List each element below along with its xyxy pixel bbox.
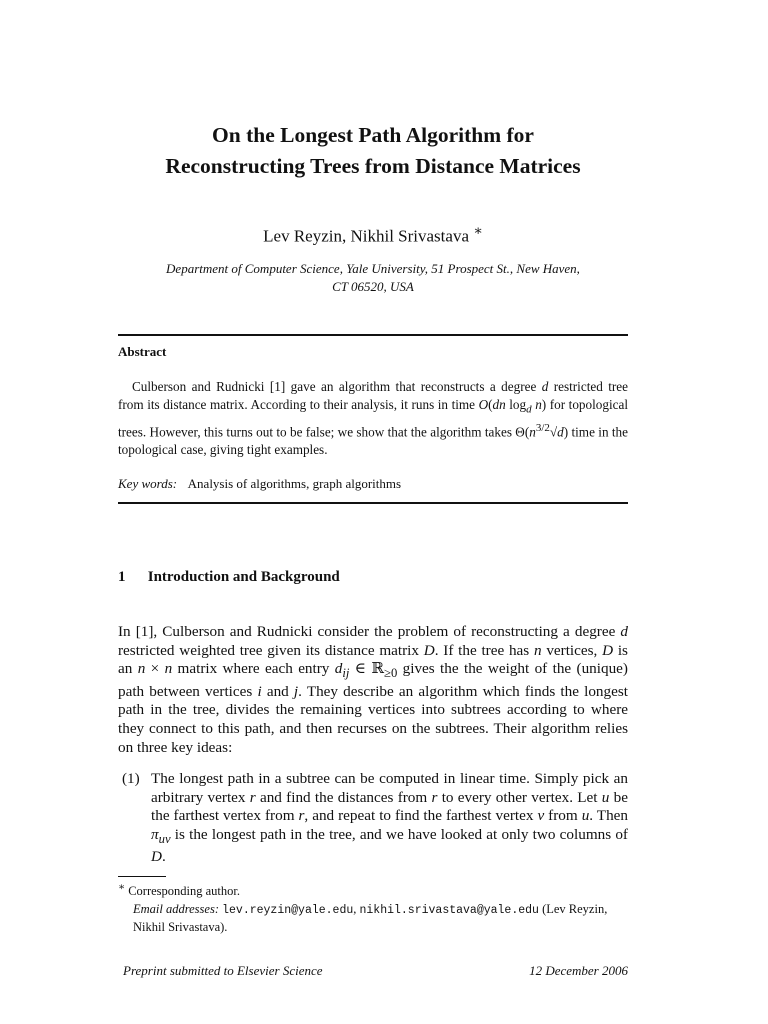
abstract-heading: Abstract bbox=[118, 344, 167, 359]
list-item bbox=[118, 770, 628, 867]
affiliation-line-2: CT 06520, USA bbox=[332, 278, 414, 294]
author-footnote-mark: ∗ bbox=[473, 223, 483, 239]
section-heading bbox=[118, 569, 340, 586]
keywords-label: Key words: bbox=[118, 476, 178, 491]
list-item-text: The longest path in a subtree can be computed in linear time. Simply pick an arbitrary vertex r and find the distances from r to every other vertex. Let u be the farthest vertex from r, and repeat to find the farthest vertex v from u. Then $\pi_{uv}$ is the longest path in the tree, and we have looked at only two columns of D. bbox=[151, 770, 628, 866]
section-number: 1 bbox=[118, 569, 126, 585]
keywords-value: Analysis of algorithms, graph algorithms bbox=[187, 476, 402, 491]
email-link-2[interactable]: nikhil.srivastava@yale.edu bbox=[359, 903, 539, 917]
email-link-1[interactable]: lev.reyzin@yale.edu bbox=[222, 903, 354, 917]
footnote-rule bbox=[118, 876, 166, 877]
author-names: Lev Reyzin, Nikhil Srivastava bbox=[263, 226, 469, 246]
keywords bbox=[118, 476, 401, 492]
footnote: ∗ Corresponding author. Email addresses: lev.reyzin@yale.edu, nikhil.srivastava@yale.edu (Lev Reyzin, Nikhil Srivastava). bbox=[118, 882, 608, 935]
footnote-tail: (Lev Reyzin, Nikhil Srivastava). bbox=[133, 901, 608, 935]
intro-paragraph: In [1], Culberson and Rudnicki consider the problem of reconstructing a degree d restricted weighted tree given its distance matrix D. If the tree has n vertices, D is an n × n matrix where each entry $d_{ij}$ ∈ ℝ$_{\ge 0}$ gives the the weight of the (unique) path between vertices i and j. They describe an algorithm which finds the longest path in the tree, divides the remaining vertices into subtrees according to where they connect to this path, and then recurses on the subtrees. Their algorithm relies on three key ideas: bbox=[118, 623, 628, 756]
list-item-marker: (1) bbox=[122, 770, 140, 787]
footer-preprint: Preprint submitted to Elsevier Science bbox=[123, 963, 323, 978]
footnote-text: Corresponding author. bbox=[128, 884, 240, 899]
affiliation-line-1: Department of Computer Science, Yale University, 51 Prospect St., New Haven, bbox=[166, 261, 580, 276]
abstract-top-rule bbox=[118, 334, 628, 336]
email-label: Email addresses: bbox=[133, 901, 219, 916]
footer-date: 12 December 2006 bbox=[529, 963, 628, 978]
title-line-1: On the Longest Path Algorithm for bbox=[212, 123, 534, 147]
section-title: Introduction and Background bbox=[147, 569, 340, 585]
abstract-text: Culberson and Rudnicki [1] gave an algorithm that reconstructs a degree d restricted tree from its distance matrix. According to their analysis, it runs in time O(dn $\log_d n$) for topological trees. However, this turns out to be false; we show that the algorithm takes $\Theta(n^{3/2}√d)$ time in the topological case, giving tight examples. bbox=[118, 379, 629, 458]
footnote-mark: ∗ bbox=[118, 882, 126, 893]
author-list bbox=[118, 223, 628, 247]
abstract-bottom-rule bbox=[118, 502, 628, 504]
affiliation bbox=[118, 260, 628, 295]
title-line-2: Reconstructing Trees from Distance Matrices bbox=[165, 154, 581, 178]
paper-title bbox=[118, 120, 628, 182]
